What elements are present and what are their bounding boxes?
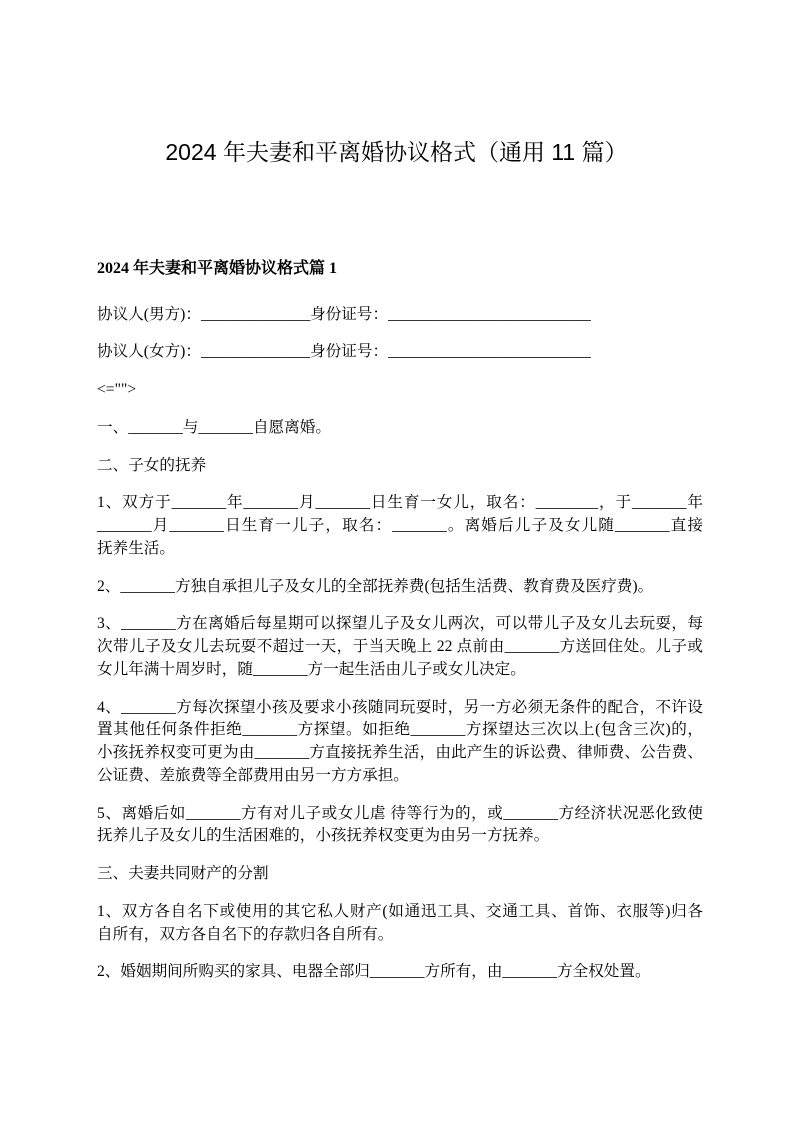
custody-item-visitation-cooperation [97,697,703,788]
custody-item-visitation [97,613,703,681]
heading-property-division [97,863,703,886]
text-line: 1、双方于_______年_______月_______日生育一女儿，取名：________，于_______年 [97,494,703,512]
text-line: 协议人(男方)：______________身份证号：__________________________ [97,305,591,323]
text-line: 置其他任何条件拒绝_______方探望。如拒绝_______方探望达三次以上(包含三次)的， [97,721,703,739]
text-line: 2、婚姻期间所购买的家具、电器全部归_______方所有，由_______方全权处置。 [97,963,651,981]
text-line: 三、夫妻共同财产的分割 [97,865,269,883]
section-body [97,304,703,1000]
text-line: 2、_______方独自承担儿子及女儿的全部抚养费(包括生活费、教育费及医疗费)。 [97,577,654,595]
text-line: 抚养生活。 [97,539,175,557]
text-line: 抚养儿子及女儿的生活困难的，小孩抚养权变更为由另一方抚养。 [97,827,550,845]
heading-child-custody [97,455,703,478]
text-line: 3、_______方在离婚后每星期可以探望儿子及女儿两次，可以带儿子及女儿去玩耍，每 [97,615,703,633]
text-line: _______月_______日生育一儿子，取名：_______。离婚后儿子及女儿随_______直接 [97,517,703,535]
text-line: 次带儿子及女儿去玩耍不超过一天，于当天晚上 22 点前由_______方送回住处。儿子或 [97,638,703,656]
text-line: 协议人(女方)：______________身份证号：__________________________ [97,343,591,361]
custody-item-custody-change [97,803,703,849]
party-female-line [97,341,703,364]
text-line: 女儿年满十周岁时，随_______方一起生活由儿子或女儿决定。 [97,660,526,678]
section-heading: 2024 年夫妻和平离婚协议格式篇 1 [97,259,338,277]
text-line: 公证费、差旅费等全部费用由另一方方承担。 [97,766,409,784]
custody-item-support-costs [97,576,703,599]
property-item-private-property [97,901,703,947]
text-line: 自所有，双方各自名下的存款归各自所有。 [97,925,394,943]
party-male-line [97,304,703,327]
text-line: 二、子女的抚养 [97,456,207,474]
text-line: 5、离婚后如_______方有对儿子或女儿虐 待等行为的，或_______方经济状况恶化致使 [97,804,703,822]
text-line: 小孩抚养权变可更为由_______方直接抚养生活，由此产生的诉讼费、律师费、公告费、 [97,744,703,762]
clause-voluntary-divorce [97,417,703,440]
text-line: 1、双方各自名下或使用的其它私人财产(如通迅工具、交通工具、首饰、衣服等)归各 [97,902,703,920]
custody-item-children-birth [97,492,703,560]
text-line: <=""> [97,381,137,399]
property-item-furniture-appliances [97,961,703,984]
document-title: 2024 年夫妻和平离婚协议格式（通用 11 篇） [165,139,628,165]
stray-markup-text [97,379,703,402]
text-line: 一、_______与_______自愿离婚。 [97,418,331,436]
text-line: 4、_______方每次探望小孩及要求小孩随同玩耍时，另一方必须无条件的配合，不许设 [97,698,703,716]
